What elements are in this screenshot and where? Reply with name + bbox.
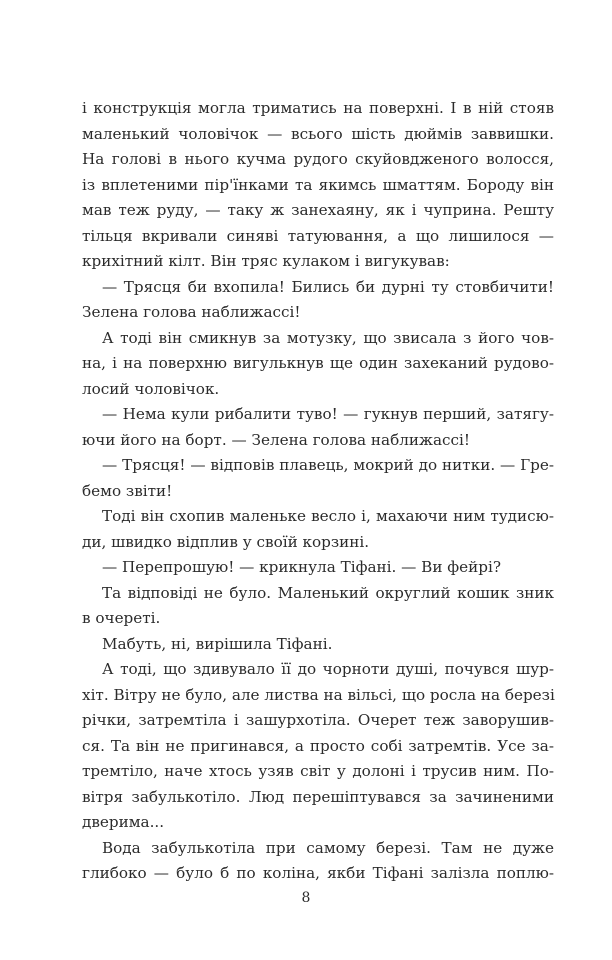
text-line: мав теж руду, — таку ж занехаяну, як і чуприна. Решту [82,201,554,219]
text-line: маленький чоловічок — всього шість дюймів заввишки. [82,124,554,143]
text-line: глибоко — було б по коліна, якби Тіфані залізла поплю- [82,864,554,882]
text-line: хіт. Вітру не було, але листва на вільсі, що росла на березі [82,685,555,704]
text-line: А тоді він смикнув за мотузку, що звисала з його чов- [102,328,554,347]
text-line: бемо звіти! [82,481,173,500]
text-line: дверима... [82,813,165,831]
text-line: ди, швидко відплив у своїй корзині. [82,532,370,551]
text-line: — Перепрошую! — крикнула Тіфані. — Ви фейрі? [102,558,501,576]
text-line: ся. Та він не пригинався, а просто собі затремтів. Усе за- [82,736,554,755]
text-line: Мабуть, ні, вирішила Тіфані. [102,634,333,653]
text-line: на, і на поверхню вигулькнув ще один захеканий рудово- [82,354,554,372]
page-number: 8 [301,890,311,906]
text-line: А тоді, що здивувало її до чорноти душі, почувся шур- [102,660,554,678]
text-line: Тоді він схопив маленьке весло і, махаючи ним тудисю- [102,507,554,525]
text-line: вітря забулькотіло. Люд перешіптувався за зачиненими [82,787,554,806]
text-line: тільця вкривали синяві татуювання, а що лишилося — [82,226,554,245]
body-text [82,96,554,887]
text-line: — Трясця би вхопила! Бились би дурні ту стовбичити! [102,277,554,296]
text-line: і конструкція могла триматись на поверхні. І в ній стояв [82,99,554,117]
text-line: тремтіло, наче хтось узяв світ у долоні і трусив ним. По- [82,762,554,780]
text-line: із вплетеними пір'їнками та якимсь шматтям. Бороду він [82,175,554,194]
text-line: Вода забулькотіла при самому березі. Там не дуже [102,838,554,857]
text-line: в очереті. [82,609,161,627]
text-line: Зелена голова наближассі! [82,303,301,321]
text-line: крихітний кілт. Він тряс кулаком і вигукував: [82,252,450,270]
text-line: На голові в нього кучма рудого скуйовдженого волосся, [82,150,554,168]
text-line: Та відповіді не було. Маленький округлий кошик зник [102,583,554,602]
text-line: річки, затремтіла і зашурхотіла. Очерет теж заворушив- [82,711,554,729]
text-line: ючи його на борт. — Зелена голова наближассі! [82,430,471,449]
text-line: — Трясця! — відповів плавець, мокрий до нитки. — Гре- [102,456,554,474]
text-line: — Нема кули рибалити туво! — гукнув перший, затягу- [102,405,554,423]
text-line: лосий чоловічок. [82,379,220,398]
